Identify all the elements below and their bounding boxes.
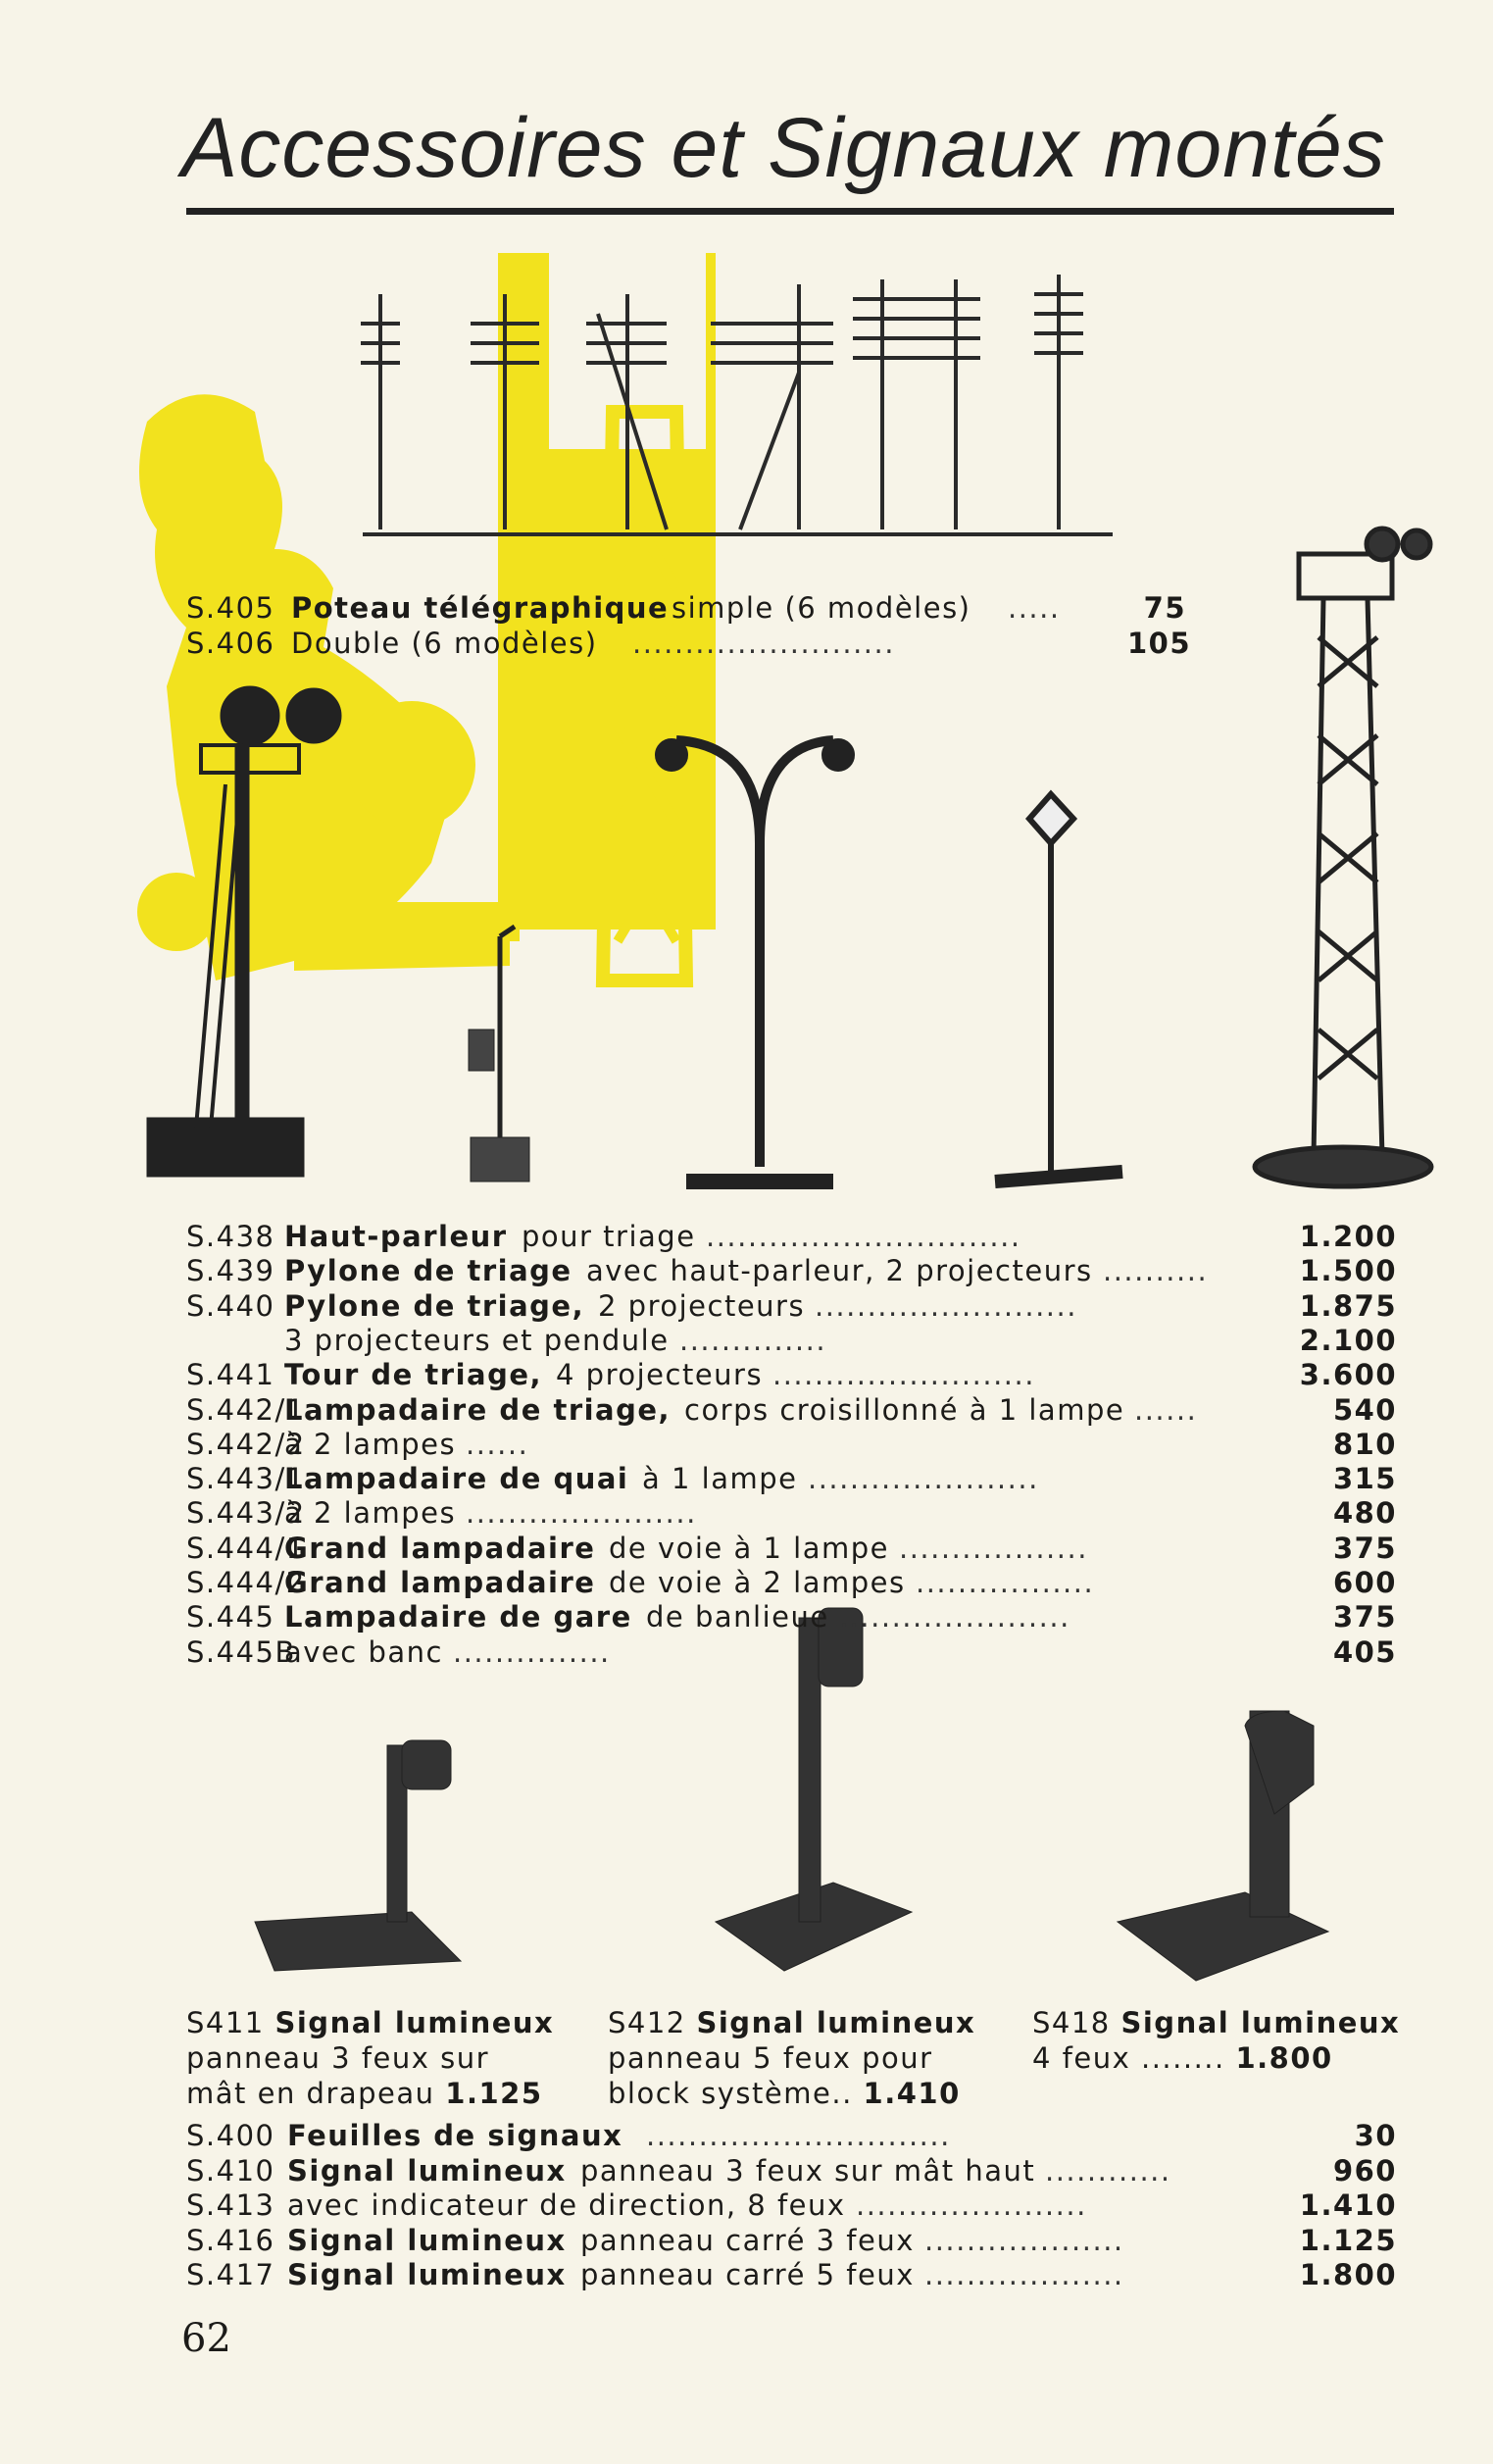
item-price: 1.125 [445,2077,543,2110]
item-dots: ................. [916,1566,1095,1599]
list-item [186,1532,1402,1565]
signal-caption-s412 [608,2005,975,2111]
list-item [186,627,1402,660]
title-rule [186,208,1394,215]
list-item [186,1635,1402,1669]
item-dots: ................... [924,2223,1124,2257]
item-code: S.400 [186,2119,275,2152]
list-item [186,2154,1402,2187]
item-desc: 4 feux ........ [1032,2041,1225,2075]
item-dots: ......................... [815,1288,1077,1323]
list-item [186,2188,1402,2222]
item-desc: avec haut-parleur, 2 projecteurs [586,1254,1093,1288]
single-lamp-illustration [995,794,1122,1182]
item-desc: corps croisillonné à 1 lampe [684,1392,1125,1427]
list-item [186,1289,1402,1323]
item-desc: panneau 3 feux sur mât haut [580,2153,1036,2187]
item-name: Lampadaire de triage, [284,1392,672,1427]
item-code: S411 [186,2006,265,2039]
item-desc: 4 projecteurs [556,1358,764,1392]
list-item [186,1358,1402,1391]
page-title: Accessoires et Signaux montés [181,101,1386,195]
item-code: S.443/2 [186,1496,306,1531]
item-name: Haut-parleur [284,1220,508,1253]
item-desc: pour triage [522,1220,696,1253]
item-desc: 2 projecteurs [598,1288,806,1323]
item-name: Signal lumineux [287,2153,567,2187]
item-code: S.443/1 [186,1462,306,1496]
item-price: 3.600 [1299,1358,1397,1392]
item-name: Pylone de triage, [284,1288,585,1323]
item-desc: à 2 lampes [284,1427,457,1461]
item-code: S.441 [186,1358,275,1392]
item-desc: avec indicateur de direction, 8 feux [287,2188,846,2222]
item-dots: ............... [453,1634,611,1669]
list-item [186,1600,1402,1634]
list-item [186,2224,1402,2257]
item-dots: .......... [1103,1254,1209,1288]
item-code: S.444/1 [186,1531,306,1565]
item-price: 1.800 [1299,2258,1397,2291]
item-price: 105 [1127,627,1192,660]
list-item [186,1428,1402,1461]
item-code: S.416 [186,2223,275,2257]
item-name: Signal lumineux [696,2006,976,2039]
item-price: 1.875 [1299,1288,1397,1323]
item-price: 1.410 [1299,2188,1397,2222]
item-price: 1.800 [1235,2041,1333,2075]
item-dots: .............. [679,1323,827,1357]
item-desc: de voie à 1 lampe [609,1531,889,1565]
item-code: S.406 [186,627,275,660]
list-item [186,1324,1402,1357]
item-price: 2.100 [1299,1323,1397,1357]
item-dots: ...... [1134,1392,1198,1427]
item-name: Signal lumineux [274,2006,555,2039]
item-desc: panneau 5 feux pour [608,2041,933,2075]
item-price: 960 [1332,2153,1397,2187]
item-price: 375 [1332,1531,1397,1565]
item-dots: ................... [924,2258,1124,2291]
item-dots: ..... [1008,591,1061,625]
item-name: Signal lumineux [287,2223,567,2257]
item-name: Grand lampadaire [284,1566,596,1599]
item-dots: .............................. [706,1220,1021,1253]
item-code: S.445 [186,1600,275,1634]
item-dots: ...................... [839,1600,1070,1634]
item-name: Signal lumineux [287,2258,567,2291]
item-code: S.444/2 [186,1566,306,1599]
item-desc: avec banc [284,1634,443,1669]
item-price: 480 [1332,1496,1397,1531]
page-number: 62 [181,2316,231,2361]
signal-caption-s411 [186,2005,554,2111]
item-name: Feuilles de signaux [287,2119,623,2152]
item-price: 810 [1332,1427,1397,1461]
item-desc: Double (6 modèles) [291,627,598,660]
item-dots: ...... [466,1427,529,1461]
item-name: Signal lumineux [1120,2006,1401,2039]
item-code: S.442/2 [186,1427,306,1461]
item-code: S412 [608,2006,686,2039]
item-code: S.442/1 [186,1392,306,1427]
signal-s418-illustration [1118,1711,1328,1981]
item-code: S418 [1032,2006,1111,2039]
item-name: Poteau télégraphique [291,591,670,625]
item-name: Lampadaire de quai [284,1462,629,1496]
item-code: S.445B [186,1634,296,1669]
item-code: S.438 [186,1220,275,1253]
item-price: 1.500 [1299,1254,1397,1288]
item-dots: ...................... [466,1496,697,1531]
item-name: Lampadaire de gare [284,1600,632,1634]
item-name: Pylone de triage [284,1254,572,1288]
item-desc: panneau carré 5 feux [580,2258,915,2291]
item-desc: panneau carré 3 feux [580,2223,915,2257]
item-dots: .................. [899,1531,1088,1565]
item-code: S.440 [186,1288,275,1323]
item-desc: à 1 lampe [642,1462,798,1496]
item-price: 1.410 [863,2077,961,2110]
item-price: 405 [1332,1634,1397,1669]
list-item [186,591,1402,625]
item-price: 315 [1332,1462,1397,1496]
item-desc: à 2 lampes [284,1496,457,1531]
list-item [186,1393,1402,1427]
item-code: S.413 [186,2188,275,2222]
item-name: Grand lampadaire [284,1531,596,1565]
item-dots: ......................... [632,627,895,660]
item-desc: panneau 3 feux sur [186,2041,490,2075]
item-desc: de banlieue [646,1600,829,1634]
signal-s411-illustration [255,1740,461,1971]
item-dots: ...................... [808,1462,1039,1496]
telegraph-poles-illustration [361,275,1113,534]
item-code: S.417 [186,2258,275,2291]
list-item [186,2119,1402,2152]
item-desc: mât en drapeau [186,2077,435,2110]
item-price: 600 [1332,1566,1397,1599]
item-desc: block système.. [608,2077,853,2110]
item-dots: ......................... [772,1358,1035,1392]
item-desc: 3 projecteurs et pendule [284,1323,670,1357]
list-item [186,1220,1402,1253]
item-price: 540 [1332,1392,1397,1427]
item-dots: ...................... [856,2188,1087,2222]
item-code: S.405 [186,591,275,625]
item-price: 375 [1332,1600,1397,1634]
list-item [186,1254,1402,1287]
item-price: 1.125 [1299,2223,1397,2257]
item-price: 75 [1143,591,1186,625]
signal-caption-s418 [1032,2005,1400,2076]
item-code: S.410 [186,2153,275,2187]
item-code: S.439 [186,1254,275,1288]
list-item [186,1496,1402,1530]
item-name: Tour de triage, [284,1358,543,1392]
item-price: 30 [1354,2119,1397,2152]
item-dots: ............................. [646,2119,951,2152]
item-desc: de voie à 2 lampes [609,1566,906,1599]
item-desc: simple (6 modèles) [672,591,971,625]
item-dots: ............ [1045,2153,1171,2187]
list-item [186,1462,1402,1495]
list-item [186,1566,1402,1599]
item-price: 1.200 [1299,1220,1397,1253]
list-item [186,2258,1402,2291]
